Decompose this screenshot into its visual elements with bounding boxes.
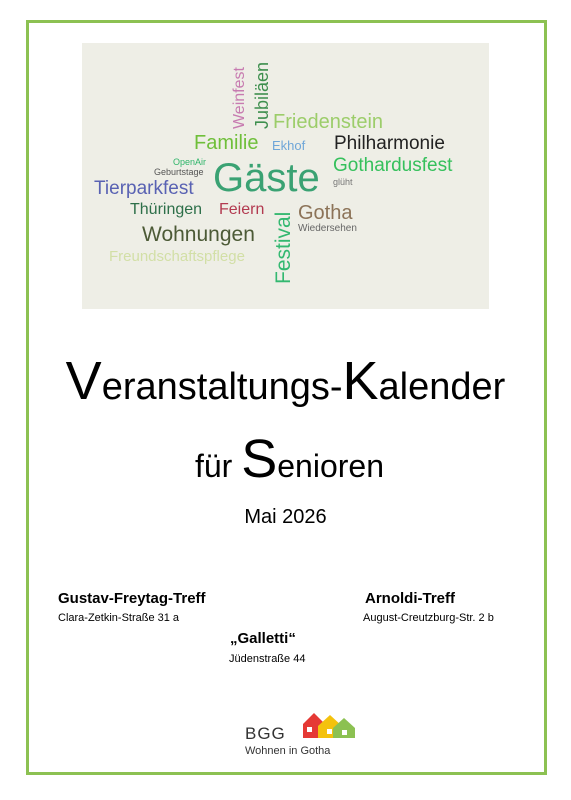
bgg-logo: [240, 708, 360, 760]
location-freytag-name: Gustav-Freytag-Treff: [58, 590, 206, 607]
word-philharmonie: Philharmonie: [334, 133, 445, 154]
word-ekhof: Ekhof: [272, 138, 306, 153]
word-friedenstein: Friedenstein: [273, 111, 384, 133]
logo-tagline: Wohnen in Gotha: [245, 745, 331, 757]
location-arnoldi-address: August-Creutzburg-Str. 2 b: [363, 612, 494, 624]
calendar-month: Mai 2026: [244, 506, 327, 528]
word-tierparkfest: Tierparkfest: [94, 178, 194, 199]
word-weinfest: Weinfest: [231, 67, 248, 129]
word-thueringen: Thüringen: [130, 201, 203, 218]
word-gotha: Gotha: [298, 202, 353, 224]
calendar-subtitle: für Senioren: [194, 429, 384, 489]
location-galletti-address: Jüdenstraße 44: [229, 653, 306, 665]
word-gaeste: Gäste: [213, 156, 320, 200]
location-arnoldi-name: Arnoldi-Treff: [365, 590, 455, 607]
word-openair: OpenAir: [173, 157, 207, 167]
location-galletti-name: „Galletti“: [230, 630, 296, 647]
calendar-title: Veranstaltungs-Kalender: [65, 351, 506, 411]
word-glueht: glüht: [333, 177, 353, 187]
word-geburtstage: Geburtstage: [154, 167, 204, 177]
word-wiedersehen: Wiedersehen: [298, 223, 357, 234]
location-freytag-address: Clara-Zetkin-Straße 31 a: [58, 612, 180, 624]
word-cloud-image: [82, 43, 489, 309]
houses-icon: [300, 710, 360, 740]
logo-brand: BGG: [245, 724, 286, 743]
word-festival: Festival: [272, 211, 295, 284]
word-familie: Familie: [194, 132, 259, 154]
word-feiern: Feiern: [219, 201, 265, 218]
word-freundschaftspflege: Freundschaftspflege: [109, 248, 245, 265]
word-gothardusfest: Gothardusfest: [333, 155, 453, 176]
word-jubilaeen: Jubiläen: [252, 61, 272, 129]
word-wohnungen: Wohnungen: [142, 223, 255, 246]
